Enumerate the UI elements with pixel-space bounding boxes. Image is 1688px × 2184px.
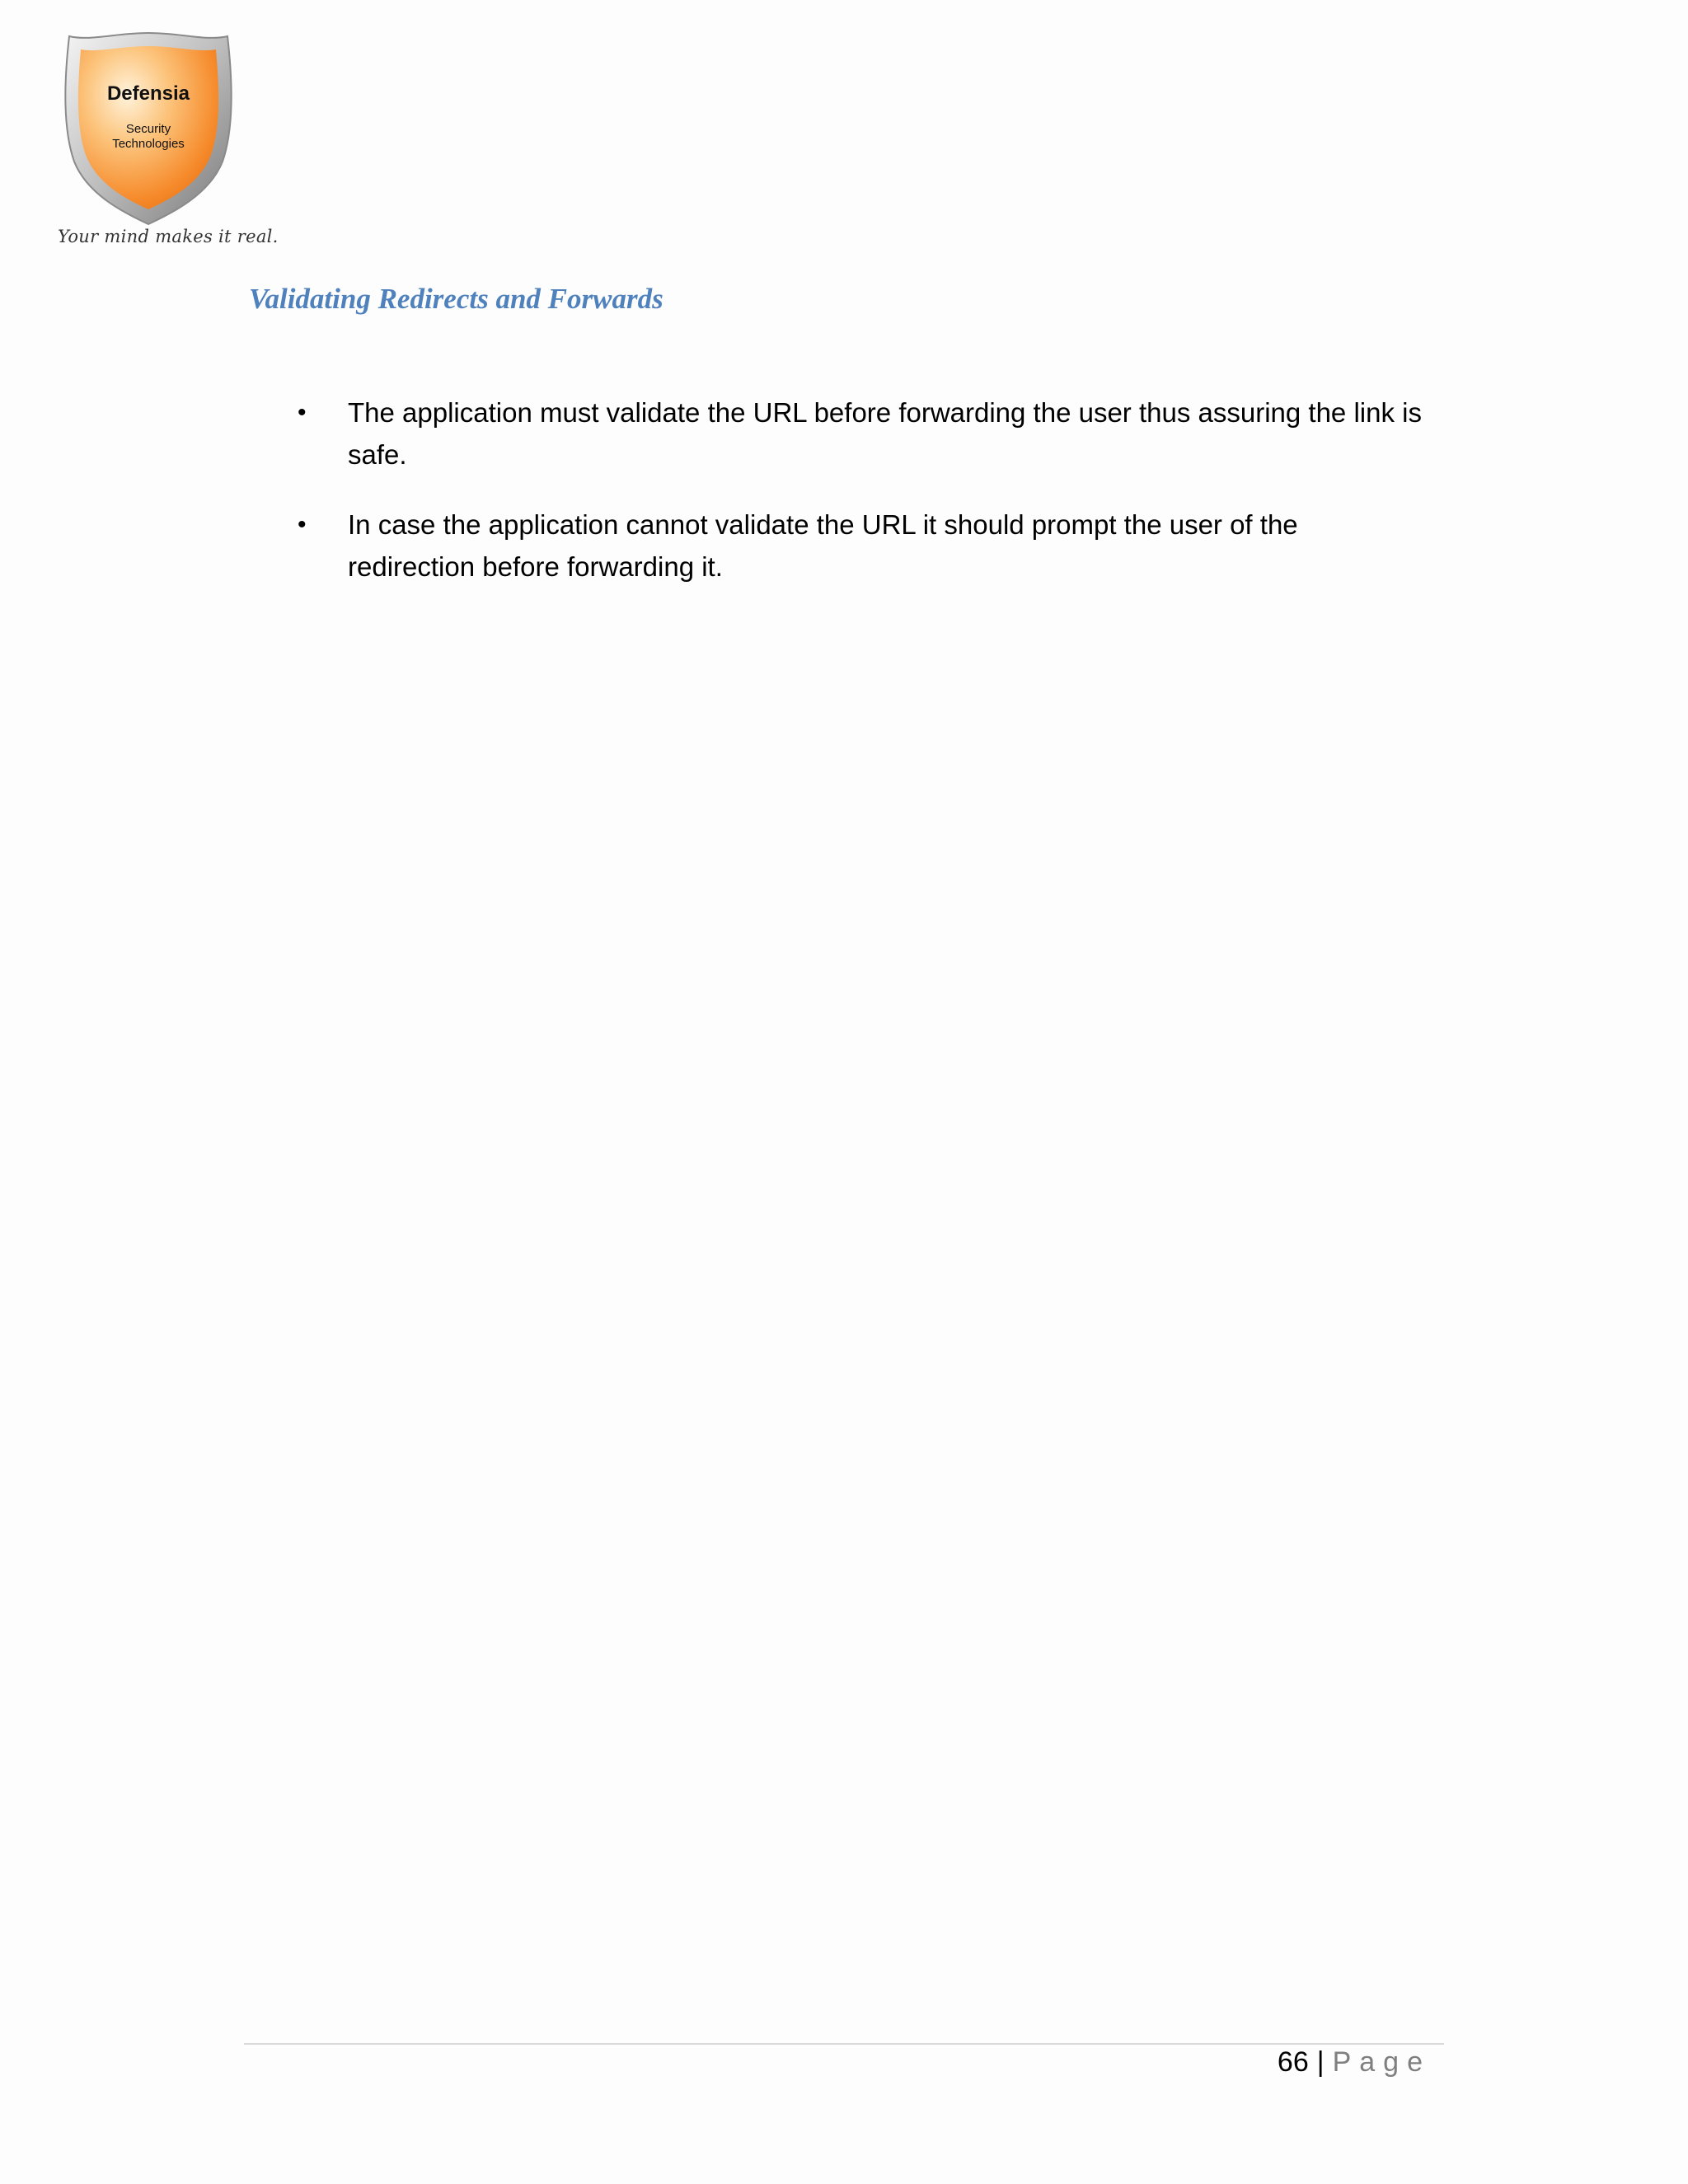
list-item-text: The application must validate the URL before forwarding the user thus assuring the link is safe.	[348, 397, 1422, 470]
list-item	[293, 391, 1430, 476]
page-number: 66	[1277, 2046, 1309, 2078]
footer-divider	[244, 2043, 1444, 2045]
logo-name: Defensia	[106, 82, 190, 105]
bullet-icon: •	[298, 511, 307, 538]
page-label: Page	[1332, 2046, 1431, 2078]
section-heading: Validating Redirects and Forwards	[249, 283, 663, 315]
logo-subtitle-line2: Technologies	[112, 137, 185, 151]
logo-tagline: Your mind makes it real.	[58, 227, 279, 246]
bullet-icon: •	[298, 399, 307, 426]
company-logo	[58, 30, 279, 257]
list-item	[293, 504, 1430, 588]
footer-separator: |	[1316, 2046, 1325, 2078]
bullet-list	[293, 391, 1430, 616]
list-item-text: In case the application cannot validate the URL it should prompt the user of the redirection before forwarding it.	[348, 509, 1298, 582]
logo-subtitle-line1: Security	[125, 122, 171, 136]
logo-subtitle	[91, 122, 206, 152]
page-footer	[1278, 2046, 1431, 2079]
